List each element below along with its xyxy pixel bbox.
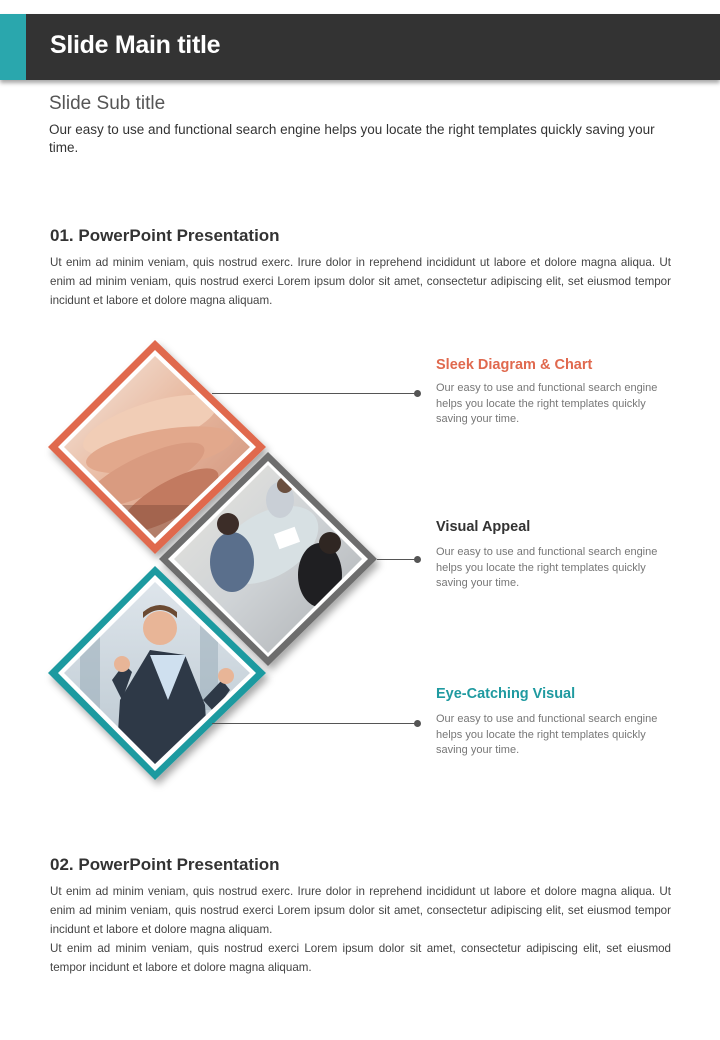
feature-2-description: Our easy to use and functional search engine helps you locate the right templates quickly saving your time.: [436, 546, 658, 589]
connector-dot-2: [414, 556, 421, 563]
feature-3-description: Our easy to use and functional search engine helps you locate the right templates quickly saving your time.: [436, 713, 658, 756]
connector-dot-1: [414, 390, 421, 397]
header-bar: [0, 14, 720, 80]
diamond-photo-diagram: [30, 325, 400, 805]
connector-line-1: [212, 393, 418, 394]
page-subtitle: Slide Sub title: [49, 93, 166, 114]
feature-1-title: Sleek Diagram & Chart: [436, 357, 593, 373]
connector-dot-3: [414, 720, 421, 727]
section-2-paragraph-2: Ut enim ad minim veniam, quis nostrud exerci Lorem ipsum dolor sit amet, consectetur adipiscing elit, set eiusmod tempor incidunt et labore et dolore magna aliquam.: [50, 942, 671, 974]
connector-line-3: [212, 723, 418, 724]
header-accent: [0, 14, 26, 80]
intro-text: Our easy to use and functional search engine helps you locate the right templates quickly saving your time.: [49, 122, 655, 155]
section-2-paragraph-1: Ut enim ad minim veniam, quis nostrud exerc. Irure dolor in reprehend incididunt ut labore et dolore magna aliqua. Ut enim ad minim veniam, quis nostrud exerci Lorem ipsum dolor sit amet, consectetur adipiscing elit, set eiusmod tempor incidunt et labore et dolore magna aliquam.: [50, 885, 671, 936]
section-1-paragraph: Ut enim ad minim veniam, quis nostrud exerc. Irure dolor in reprehend incididunt ut labore et dolore magna aliqua. Ut enim ad minim veniam, quis nostrud exerci Lorem ipsum dolor sit amet, consectetur adipiscing elit, set eiusmod tempor incidunt et labore et dolore magna aliquam.: [50, 256, 671, 307]
feature-1-description: Our easy to use and functional search engine helps you locate the right templates quickly saving your time.: [436, 382, 658, 425]
page-title: Slide Main title: [50, 31, 221, 59]
section-1-heading: 01. PowerPoint Presentation: [50, 226, 280, 245]
feature-3-title: Eye-Catching Visual: [436, 686, 576, 702]
connector-line-2: [377, 559, 418, 560]
feature-2-title: Visual Appeal: [436, 519, 531, 535]
section-2-heading: 02. PowerPoint Presentation: [50, 855, 280, 874]
